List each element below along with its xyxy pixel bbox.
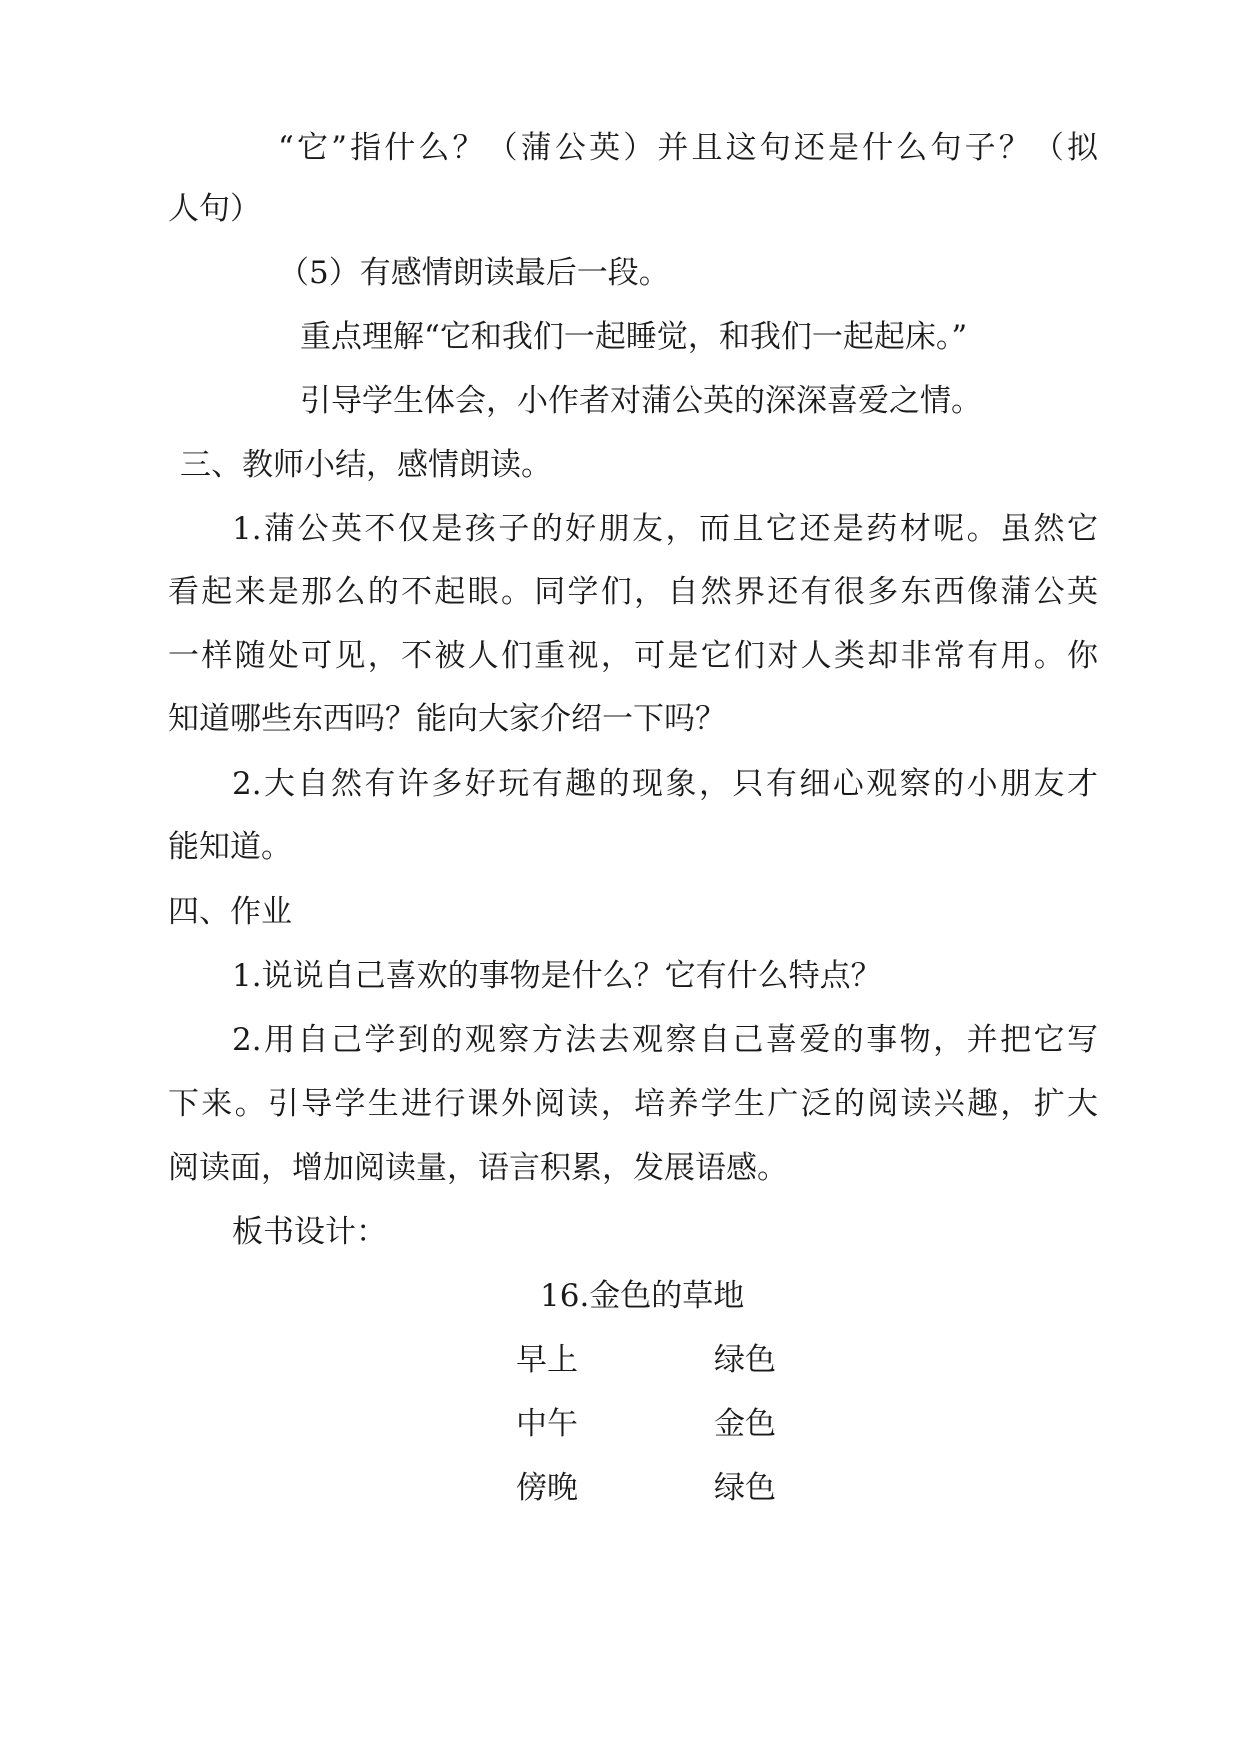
- homework-2-line2: 下来。引导学生进行课外阅读，培养学生广泛的阅读兴趣，扩大: [168, 1086, 1098, 1122]
- homework-2-line1: 2.用自己学到的观察方法去观察自己喜爱的事物，并把它写: [232, 1022, 1098, 1058]
- section-3-item-1-line2: 看起来是那么的不起眼。同学们，自然界还有很多东西像蒲公英: [168, 574, 1098, 610]
- section-3-item-1-line4: 知道哪些东西吗？能向大家介绍一下吗？: [168, 701, 726, 737]
- board-color: 绿色: [714, 1470, 776, 1506]
- question-it-line2: 人句）: [168, 191, 261, 227]
- question-it-line1: “它”指什么？（蒲公英）并且这句还是什么句子？（拟: [278, 130, 1098, 166]
- section-3-item-1-line1: 1.蒲公英不仅是孩子的好朋友，而且它还是药材呢。虽然它: [232, 511, 1098, 547]
- board-color: 绿色: [714, 1342, 776, 1378]
- guide-feeling: 引导学生体会，小作者对蒲公英的深深喜爱之情。: [300, 383, 982, 419]
- homework-1: 1.说说自己喜欢的事物是什么？它有什么特点？: [232, 958, 882, 994]
- homework-2-line3: 阅读面，增加阅读量，语言积累，发展语感。: [168, 1150, 788, 1186]
- board-time: 傍晚: [516, 1470, 578, 1506]
- board-time: 中午: [516, 1406, 578, 1442]
- section-3-item-2-line2: 能知道。: [168, 829, 292, 865]
- key-understanding: 重点理解“它和我们一起睡觉，和我们一起起床。”: [300, 319, 968, 355]
- step-5: （5）有感情朗读最后一段。: [278, 255, 670, 291]
- board-time: 早上: [516, 1342, 578, 1378]
- board-title: 16.金色的草地: [540, 1278, 745, 1314]
- board-color: 金色: [714, 1406, 776, 1442]
- section-3-item-1-line3: 一样随处可见，不被人们重视，可是它们对人类却非常有用。你: [168, 638, 1098, 674]
- section-3-heading: 三、教师小结，感情朗读。: [180, 447, 552, 483]
- section-3-item-2-line1: 2.大自然有许多好玩有趣的现象，只有细心观察的小朋友才: [232, 766, 1098, 802]
- board-design-label: 板书设计：: [232, 1214, 387, 1250]
- section-4-heading: 四、作业: [168, 894, 292, 930]
